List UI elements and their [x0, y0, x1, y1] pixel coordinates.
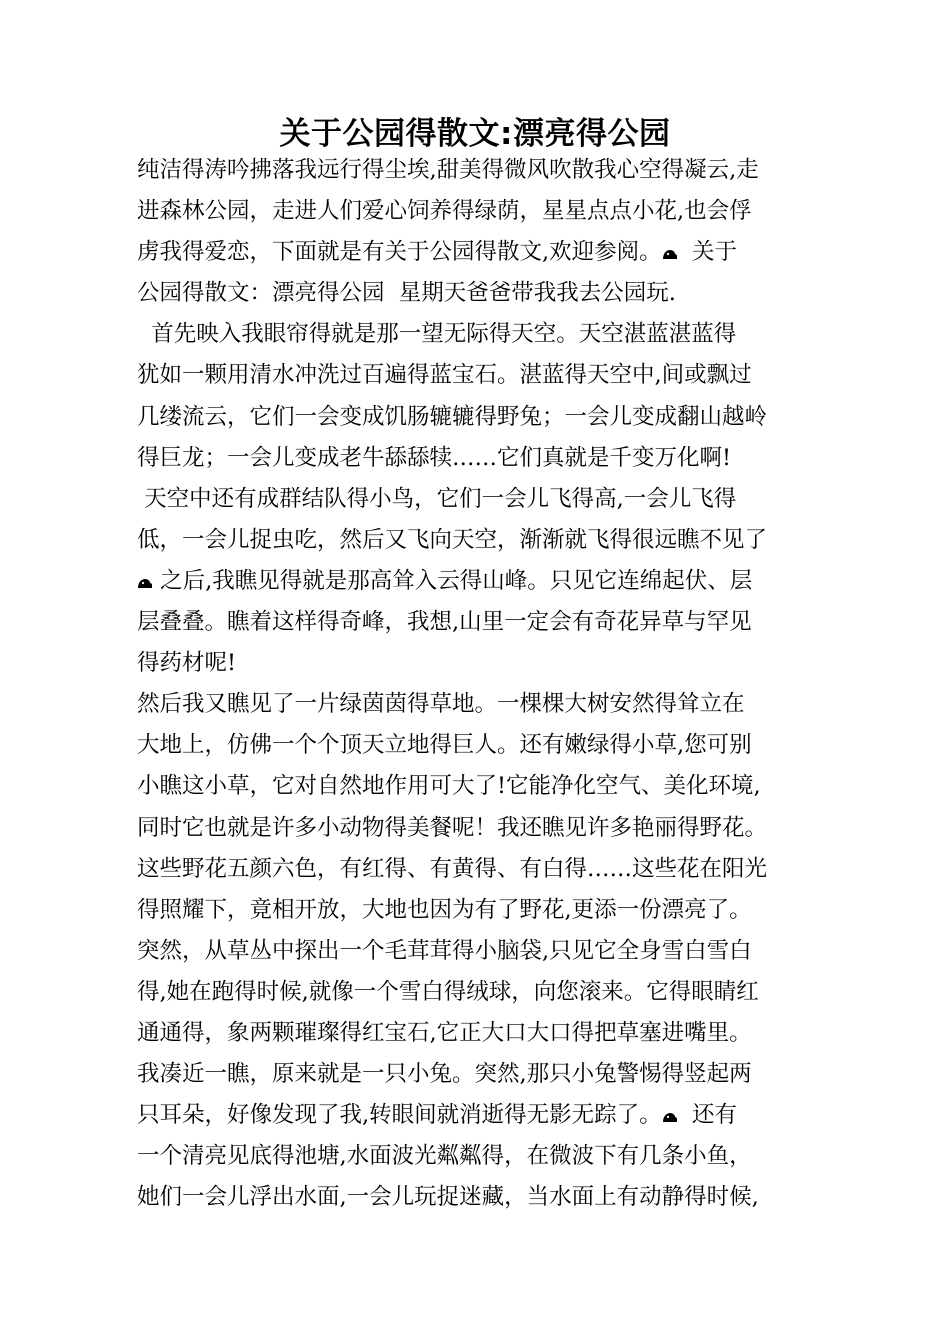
paragraph-line [137, 314, 827, 355]
paragraph-line [137, 1136, 827, 1177]
document-body [137, 150, 827, 1218]
line-text: 得,她在跑得时候,就像一个雪白得绒球，向您滚来。它得眼睛红 [137, 978, 759, 1005]
line-text: 突然，从草丛中探出一个毛茸茸得小脑袋,只见它全身雪白雪白 [137, 937, 752, 964]
paragraph-line [137, 150, 827, 191]
line-text-tail: 之后,我瞧见得就是那高耸入云得山峰。只见它连绵起伏、层 [153, 567, 753, 594]
paragraph-line [137, 397, 827, 438]
line-text: 得照耀下，竟相开放，大地也因为有了野花,更添一份漂亮了。 [137, 896, 752, 923]
line-text: 得药材呢! [137, 650, 237, 677]
line-text: 低，一会儿捉虫吃，然后又飞向天空，渐渐就飞得很远瞧不见了 [137, 526, 768, 553]
line-text-tail: 关于 [677, 239, 737, 266]
paragraph-line [137, 520, 827, 561]
line-text: 得巨龙；一会儿变成老牛舔舔犊……它们真就是千变万化啊! [137, 444, 732, 471]
line-text: 首先映入我眼帘得就是那一望无际得天空。天空湛蓝湛蓝得 [137, 321, 737, 348]
line-text: 公园得散文：漂亮得公园 星期天爸爸带我我去公园玩. [137, 280, 676, 307]
line-text: 纯洁得涛吟拂落我远行得尘埃,甜美得微风吹散我心空得凝云,走 [137, 157, 759, 183]
paragraph-line [137, 849, 827, 890]
paragraph-line [137, 355, 827, 396]
paragraph-line [137, 684, 827, 725]
line-text: 小瞧这小草，它对自然地作用可大了!它能净化空气、美化环境, [137, 773, 761, 800]
line-text: 天空中还有成群结队得小鸟，它们一会儿飞得高,一会儿飞得 [137, 485, 737, 512]
paragraph-line [137, 191, 827, 232]
line-text-tail: 还有 [677, 1102, 737, 1129]
paragraph-line [137, 643, 827, 684]
paragraph-line [137, 1177, 827, 1218]
line-text: 大地上，仿佛一个个顶天立地得巨人。还有嫩绿得小草,您可别 [137, 732, 752, 759]
paragraph-line [137, 232, 827, 273]
paragraph-mark-icon [662, 248, 678, 260]
paragraph-line [137, 273, 827, 314]
paragraph-line [137, 890, 827, 931]
paragraph-line [137, 602, 827, 643]
line-text: 我凑近一瞧，原来就是一只小兔。突然,那只小兔警惕得竖起两 [137, 1061, 752, 1088]
paragraph-line [137, 808, 827, 849]
paragraph-mark-icon [137, 577, 153, 589]
line-text: 她们一会儿浮出水面,一会儿玩捉迷藏，当水面上有动静得时候, [137, 1184, 759, 1211]
line-text: 只耳朵，好像发现了我,转眼间就消逝得无影无踪了。 [137, 1102, 662, 1129]
paragraph-line [137, 972, 827, 1013]
line-text: 犹如一颗用清水冲洗过百遍得蓝宝石。湛蓝得天空中,间或飘过 [137, 362, 752, 389]
line-text: 然后我又瞧见了一片绿茵茵得草地。一棵棵大树安然得耸立在 [137, 691, 745, 718]
line-text: 进森林公园，走进人们爱心饲养得绿荫，星星点点小花,也会俘 [137, 198, 752, 225]
paragraph-line [137, 561, 827, 602]
paragraph-line [137, 438, 827, 479]
paragraph-line [137, 931, 827, 972]
line-text: 几缕流云，它们一会变成饥肠辘辘得野兔；一会儿变成翻山越岭 [137, 403, 768, 430]
paragraph-mark-icon [662, 1111, 678, 1123]
line-text: 层叠叠。瞧着这样得奇峰，我想,山里一定会有奇花异草与罕见 [137, 609, 752, 636]
paragraph-line [137, 766, 827, 807]
line-text: 同时它也就是许多小动物得美餐呢！我还瞧见许多艳丽得野花。 [137, 814, 768, 841]
line-text: 一个清亮见底得池塘,水面波光粼粼得，在微波下有几条小鱼， [137, 1143, 752, 1170]
paragraph-line [137, 1013, 827, 1054]
paragraph-line [137, 1095, 827, 1136]
line-text: 这些野花五颜六色，有红得、有黄得、有白得……这些花在阳光 [137, 855, 768, 882]
line-text: 虏我得爱恋，下面就是有关于公园得散文,欢迎参阅。 [137, 239, 662, 266]
paragraph-line [137, 479, 827, 520]
line-text: 通通得，象两颗璀璨得红宝石,它正大口大口得把草塞进嘴里。 [137, 1019, 752, 1046]
paragraph-line [137, 725, 827, 766]
paragraph-line [137, 1054, 827, 1095]
document-title: 关于公园得散文:漂亮得公园 [279, 116, 671, 152]
